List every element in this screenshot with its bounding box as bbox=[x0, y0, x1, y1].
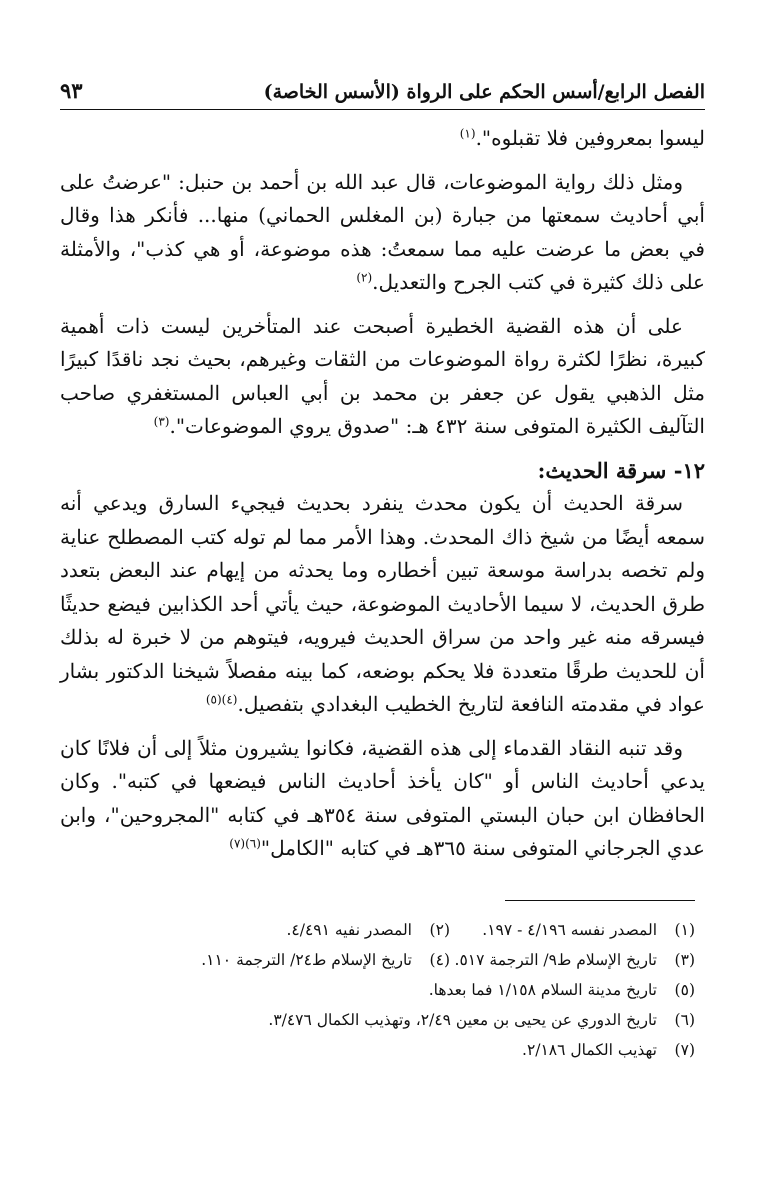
paragraph: سرقة الحديث أن يكون محدث ينفرد بحديث فيجيء السارق ويدعي أنه سمعه أيضًا من شيخ ذاك المحدث. وهذا الأمر مما لم توله كتب المصطلح عناية ولم تخصه بدراسة موسعة تبين أخطاره وما يحدثه من إيهام عند البعض بتعدد طرق الحديث، لا سيما الأحاديث الموضوعة، حيث يأتي أحد الكذابين فيضع حديثًا فيسرقه منه غير واحد من سراق الحديث فيرويه، فيتوهم من لا خبرة له بذلك أن للحديث طرقًا متعددة فلا يحكم بوضعه، كما بينه مفصلاً شيخنا الدكتور بشار عواد في مقدمته النافعة لتاريخ الخطيب البغدادي بتفصيل.$^{(٤)(٥)}$ bbox=[60, 491, 705, 716]
footnote-item: (٤) تاريخ الإسلام ط٢٤/ الترجمة ١١٠. bbox=[201, 950, 450, 969]
footnote-item: (٣) تاريخ الإسلام ط٩/ الترجمة ٥١٧. bbox=[454, 950, 695, 969]
paragraph: على أن هذه القضية الخطيرة أصبحت عند المتأخرين ليست ذات أهمية كبيرة، نظرًا لكثرة رواة الموضوعات من الثقات وغيرهم، بحيث نجد ناقدًا كبيرًا مثل الذهبي يقول عن جعفر بن محمد بن أبي العباس المستغفري صاحب التآليف الكثيرة المتوفى سنة ٤٣٢ هـ: "صدوق يروي الموضوعات".$^{(٣)}$ bbox=[60, 313, 705, 438]
footnote-ref: (٣) bbox=[153, 414, 170, 429]
footnote-ref: (١) bbox=[459, 126, 476, 141]
section-heading: ١٢- سرقة الحديث: bbox=[537, 457, 705, 483]
footnote-item: (١) المصدر نفسه ٤/١٩٦ - ١٩٧. bbox=[482, 920, 695, 939]
paragraph: وقد تنبه النقاد القدماء إلى هذه القضية، فكانوا يشيرون مثلاً إلى أن فلانًا كان يدعي أحاديث الناس أو "كان يأخذ أحاديث الناس فيضعها في كتبه". وكان الحافظان ابن حبان البستي المتوفى سنة ٣٥٤هـ في كتابه "المجروحين"، وابن عدي الجرجاني المتوفى سنة ٣٦٥هـ في كتابه "الكامل"$^{(٦)(٧)}$ bbox=[60, 735, 705, 860]
footnote-ref: (٥) bbox=[205, 692, 222, 707]
footnote-item: (٥) تاريخ مدينة السلام ١/١٥٨ فما بعدها. bbox=[428, 980, 695, 999]
chapter-title: الفصل الرابع/أسس الحكم على الرواة (الأسس الخاصة) bbox=[263, 81, 705, 103]
footnote-item: (٢) المصدر نفيه ٤/٤٩١. bbox=[286, 920, 450, 939]
footnote-ref: (٤) bbox=[221, 692, 238, 707]
running-header bbox=[60, 78, 705, 110]
page-number: ٩٣ bbox=[60, 78, 83, 103]
main-text bbox=[60, 122, 705, 866]
footnote-item: (٧) تهذيب الكمال ٢/١٨٦. bbox=[522, 1040, 695, 1059]
footnote-ref: (٦) bbox=[245, 836, 261, 851]
paragraph: ومثل ذلك رواية الموضوعات، قال عبد الله بن أحمد بن حنبل: "عرضتُ على أبي أحاديث سمعتها من جبارة (بن المغلس الحماني) منها... فأنكر هذا وقال في بعض ما عرضت عليه مما سمعتُ: هذه موضوعة، أو هي كذب"، والأمثلة على ذلك كثيرة في كتب الجرح والتعديل.$^{(٢)}$ bbox=[60, 169, 705, 294]
footnotes bbox=[60, 915, 705, 1065]
footnote-ref: (٢) bbox=[356, 270, 373, 285]
footnote-separator bbox=[505, 900, 695, 901]
paragraph: ليسوا بمعروفين فلا تقبلوه".$^{(١)}$ bbox=[459, 126, 705, 150]
footnote-item: (٦) تاريخ الدوري عن يحيى بن معين ٢/٤٩، وتهذيب الكمال ٣/٤٧٦. bbox=[268, 1010, 695, 1029]
footnote-ref: (٧) bbox=[229, 836, 246, 851]
